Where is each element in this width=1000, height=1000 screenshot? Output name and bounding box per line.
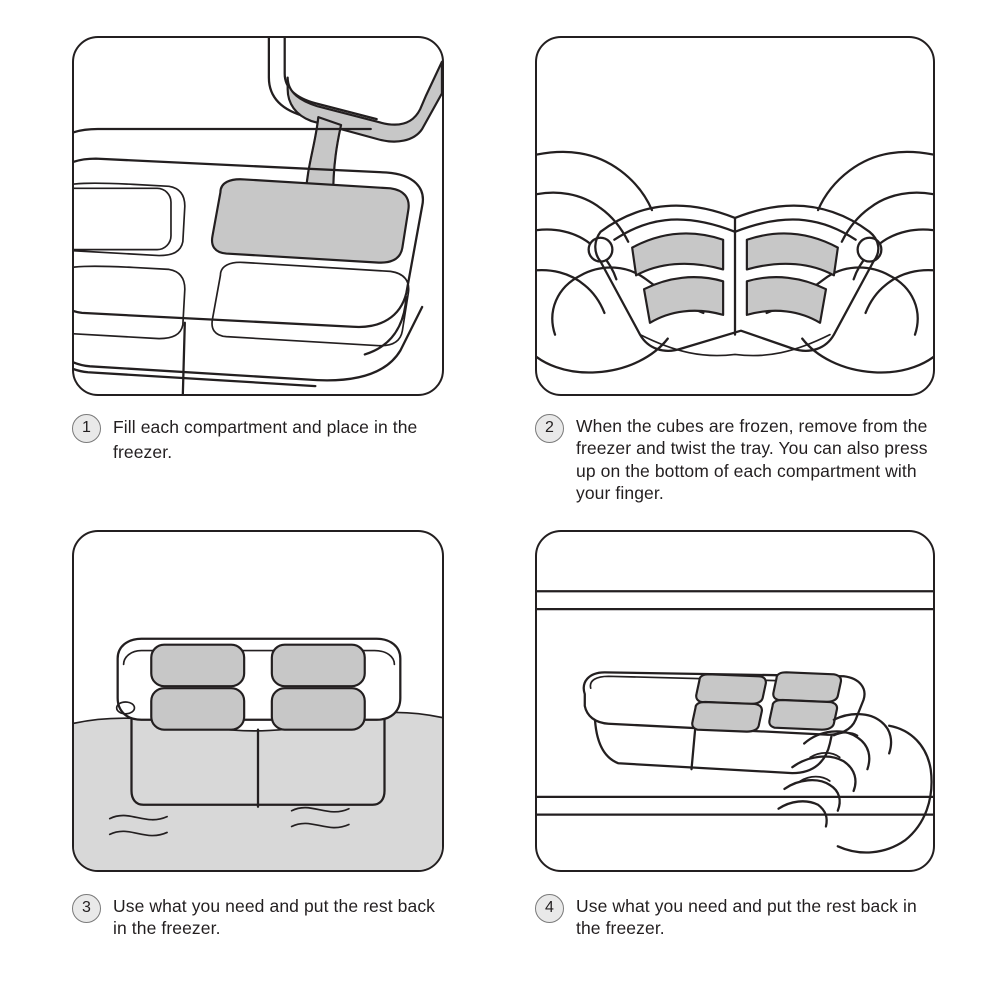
step-1-caption	[72, 414, 444, 466]
step-1-number: 1	[72, 414, 101, 443]
step-2-illustration	[535, 36, 935, 396]
step-3-caption	[72, 894, 444, 940]
step-3-number: 3	[72, 894, 101, 923]
step-2-caption	[535, 414, 935, 505]
step-2	[535, 36, 935, 505]
step-1-caption-text: Fill each compartment and place in the freezer.	[113, 417, 418, 463]
step-3-caption-text: Use what you need and put the rest back in the freezer.	[113, 896, 436, 939]
step-3-illustration	[72, 530, 444, 872]
step-4-number: 4	[535, 894, 564, 923]
step-3	[72, 530, 444, 940]
step-2-caption-text: When the cubes are frozen, remove from the freezer and twist the tray. You can also press up on the bottom of each compartment with your finger.	[576, 416, 928, 504]
step-1	[72, 36, 444, 466]
step-1-illustration	[72, 36, 444, 396]
step-4-caption-text: Use what you need and put the rest back in the freezer.	[576, 896, 917, 939]
step-4-caption	[535, 894, 935, 940]
step-4-illustration	[535, 530, 935, 872]
step-2-number: 2	[535, 414, 564, 443]
step-4	[535, 530, 935, 940]
